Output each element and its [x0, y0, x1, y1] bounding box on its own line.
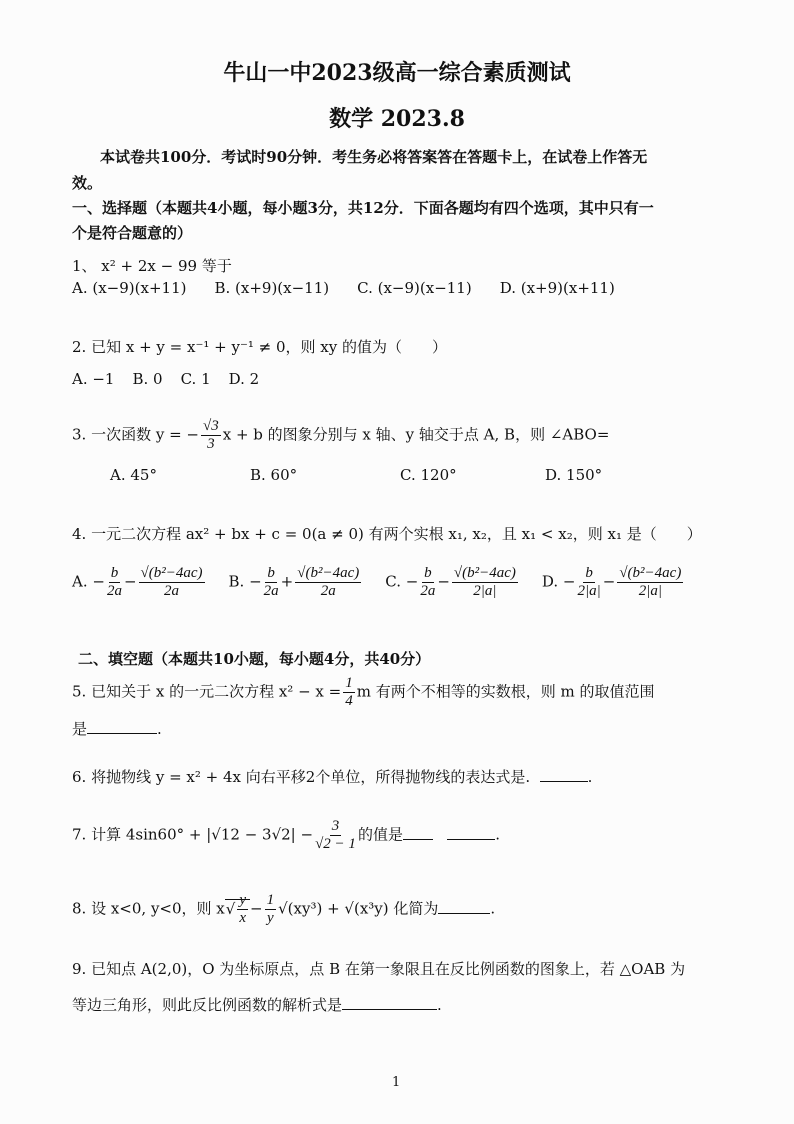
numerator: √(b²−4ac)	[297, 565, 360, 581]
q7-answer-blank-2[interactable]	[447, 825, 495, 840]
q4-option-b: B. − $\frac{b}{2a}$ + $\frac{\text{√(b²−4ac)}}{2a}$	[228, 565, 360, 599]
q8-minus: −	[250, 899, 263, 918]
q6-answer-blank[interactable]	[540, 767, 588, 782]
q1-options	[72, 279, 643, 297]
q5-stem	[72, 675, 654, 710]
q5-stem-end: 是	[72, 720, 88, 738]
q5-fraction	[343, 675, 355, 710]
q8-fraction-1	[237, 892, 248, 927]
numerator: y	[239, 892, 247, 908]
q3-option-c: C. 120°	[400, 466, 457, 484]
q9-line-2: 等边三角形，则此反比例函数的解析式是 .	[72, 996, 442, 1014]
denominator: 2|a|	[473, 583, 497, 599]
denominator: √2 − 1	[315, 836, 356, 852]
numerator: √(b²−4ac)	[140, 565, 203, 581]
numerator: 3	[331, 818, 340, 834]
q2-option-d: D. 2	[228, 370, 260, 388]
section2-header: 二、填空题（本题共10小题，每小题4分，共40分）	[78, 650, 431, 668]
q4-options	[72, 565, 707, 600]
denominator: x	[239, 910, 247, 926]
q1-option-b: B. (x+9)(x−11)	[214, 279, 330, 297]
option-label: D.	[541, 572, 559, 591]
q1-option-c: C. (x−9)(x−11)	[357, 279, 472, 297]
denominator: 2|a|	[577, 583, 601, 599]
q3-stem-post: x + b 的图象分别与 x 轴、y 轴交于点 A, B，则 ∠ABO=	[222, 425, 610, 444]
q7-fraction	[315, 818, 356, 853]
numerator: b	[585, 565, 593, 581]
q7-stem-post: 的值是	[357, 825, 403, 844]
q2-option-b: B. 0	[132, 370, 163, 388]
q9-stem-end: 等边三角形，则此反比例函数的解析式是	[72, 996, 343, 1014]
q1-stem: 1、 x² + 2x − 99 等于	[72, 257, 232, 275]
q8-stem-pre: 8. 设 x<0, y<0，则 x	[72, 899, 225, 918]
numerator: 1	[345, 675, 353, 691]
q3-option-b: B. 60°	[250, 466, 298, 484]
option-label: A.	[72, 572, 88, 591]
fraction-discriminant	[617, 565, 683, 600]
q9-line-1: 9. 已知点 A(2,0)，O 为坐标原点，点 B 在第一象限且在反比例函数的图象上，若 △OAB 为	[72, 960, 686, 978]
q7-stem: 7. 计算 4sin60° + |√12 − 3√2| − $\frac{3}{√2 - 1}$ 的值是 .	[72, 818, 501, 852]
denominator: 2a	[106, 583, 122, 599]
q2-option-a: A. −1	[72, 370, 115, 388]
q5-stem-pre: 5. 已知关于 x 的一元二次方程 x² − x =	[72, 682, 342, 701]
page-number: 1	[392, 1075, 401, 1090]
denominator: 2a	[263, 583, 279, 599]
operator: −	[602, 572, 616, 591]
operator: −	[123, 572, 137, 591]
q3-stem-pre: 3. 一次函数 y = −	[72, 425, 199, 444]
fraction-b	[420, 565, 435, 600]
q8-stem: 8. 设 x<0, y<0，则 x√ $\frac{y}{x}$ − $\frac{1}{y}$ √(xy³) + √(x³y) 化简为 .	[72, 892, 496, 926]
q8-fraction-2	[265, 892, 277, 927]
section1-header-1: 一、选择题（本题共4小题，每小题3分，共12分．下面各题均有四个选项，其中只有一	[72, 199, 654, 217]
q4-option-a: A. − $\frac{b}{2a}$ − $\frac{\text{√(b²−4ac)}}{2a}$	[72, 565, 203, 599]
numerator: 1	[266, 892, 275, 908]
q6-stem: 6. 将抛物线 y = x² + 4x 向右平移2个单位，所得抛物线的表达式是. .	[72, 768, 593, 786]
q9-answer-blank[interactable]	[342, 995, 437, 1010]
q1-option-d: D. (x+9)(x+11)	[499, 279, 615, 297]
denominator: 2|a|	[638, 583, 662, 599]
denominator: y	[267, 910, 274, 926]
q4-stem: 4. 一元二次方程 ax² + bx + c = 0(a ≠ 0) 有两个实根 x₁, x₂，且 x₁ < x₂，则 x₁ 是（ ）	[72, 525, 702, 543]
q2-options	[72, 370, 287, 388]
q4-option-d: D. − $\frac{b}{2|a|}$ − $\frac{\text{√(b²−4ac)}}{2|a|}$	[541, 565, 682, 599]
q7-stem-pre: 7. 计算 4sin60° + |√12 − 3√2| −	[72, 825, 314, 844]
numerator: b	[267, 565, 275, 581]
section1-header-2: 个是符合题意的）	[72, 224, 193, 242]
q2-option-c: C. 1	[180, 370, 211, 388]
q4-option-c: C. − $\frac{b}{2a}$ − $\frac{\text{√(b²−4ac)}}{2|a|}$	[385, 565, 516, 599]
fraction-b	[107, 565, 122, 600]
numerator: √(b²−4ac)	[453, 565, 516, 581]
fraction-b	[578, 565, 601, 600]
numerator: b	[424, 565, 432, 581]
q8-sqrt: √ $\frac{y}{x}$	[225, 899, 250, 918]
q8-answer-blank[interactable]	[438, 899, 490, 914]
denominator: 4	[345, 693, 353, 709]
q1-option-a: A. (x−9)(x+11)	[72, 279, 187, 297]
option-label: B.	[228, 572, 245, 591]
q8-stem-post: √(xy³) + √(x³y) 化简为	[278, 899, 439, 918]
numerator: √3	[203, 418, 219, 434]
operator: −	[437, 572, 450, 591]
denominator: 2a	[320, 583, 336, 599]
fraction-discriminant	[452, 565, 518, 600]
q2-stem: 2. 已知 x + y = x⁻¹ + y⁻¹ ≠ 0，则 xy 的值为（ ）	[72, 338, 448, 356]
fraction-discriminant	[295, 565, 361, 600]
fraction-discriminant	[139, 565, 205, 600]
denominator: 2a	[420, 583, 436, 599]
q5-stem-post: m 有两个不相等的实数根，则 m 的取值范围	[356, 682, 655, 701]
option-label: C.	[385, 572, 401, 591]
exam-title: 牛山一中2023级高一综合素质测试	[223, 60, 571, 86]
q3-fraction	[201, 418, 221, 453]
q5-answer-blank[interactable]	[87, 719, 157, 734]
denominator: 3	[207, 436, 215, 452]
denominator: 2a	[164, 583, 180, 599]
operator: +	[280, 572, 294, 591]
numerator: √(b²−4ac)	[619, 565, 682, 581]
q3-option-d: D. 150°	[545, 466, 603, 484]
intro-line-1: 本试卷共100分．考试时90分钟．考生务必将答案答在答题卡上，在试卷上作答无	[100, 148, 648, 166]
q3-option-a: A. 45°	[110, 466, 157, 484]
q5-line-2: 是 .	[72, 720, 162, 738]
intro-line-2: 效。	[72, 174, 103, 192]
q7-answer-blank-1[interactable]	[403, 825, 433, 840]
numerator: b	[110, 565, 119, 581]
q3-options	[110, 466, 630, 484]
q3-stem	[72, 418, 609, 453]
fraction-b	[264, 565, 279, 600]
exam-subtitle: 数学 2023.8	[329, 106, 465, 132]
q6-stem-text: 6. 将抛物线 y = x² + 4x 向右平移2个单位，所得抛物线的表达式是	[72, 768, 526, 786]
